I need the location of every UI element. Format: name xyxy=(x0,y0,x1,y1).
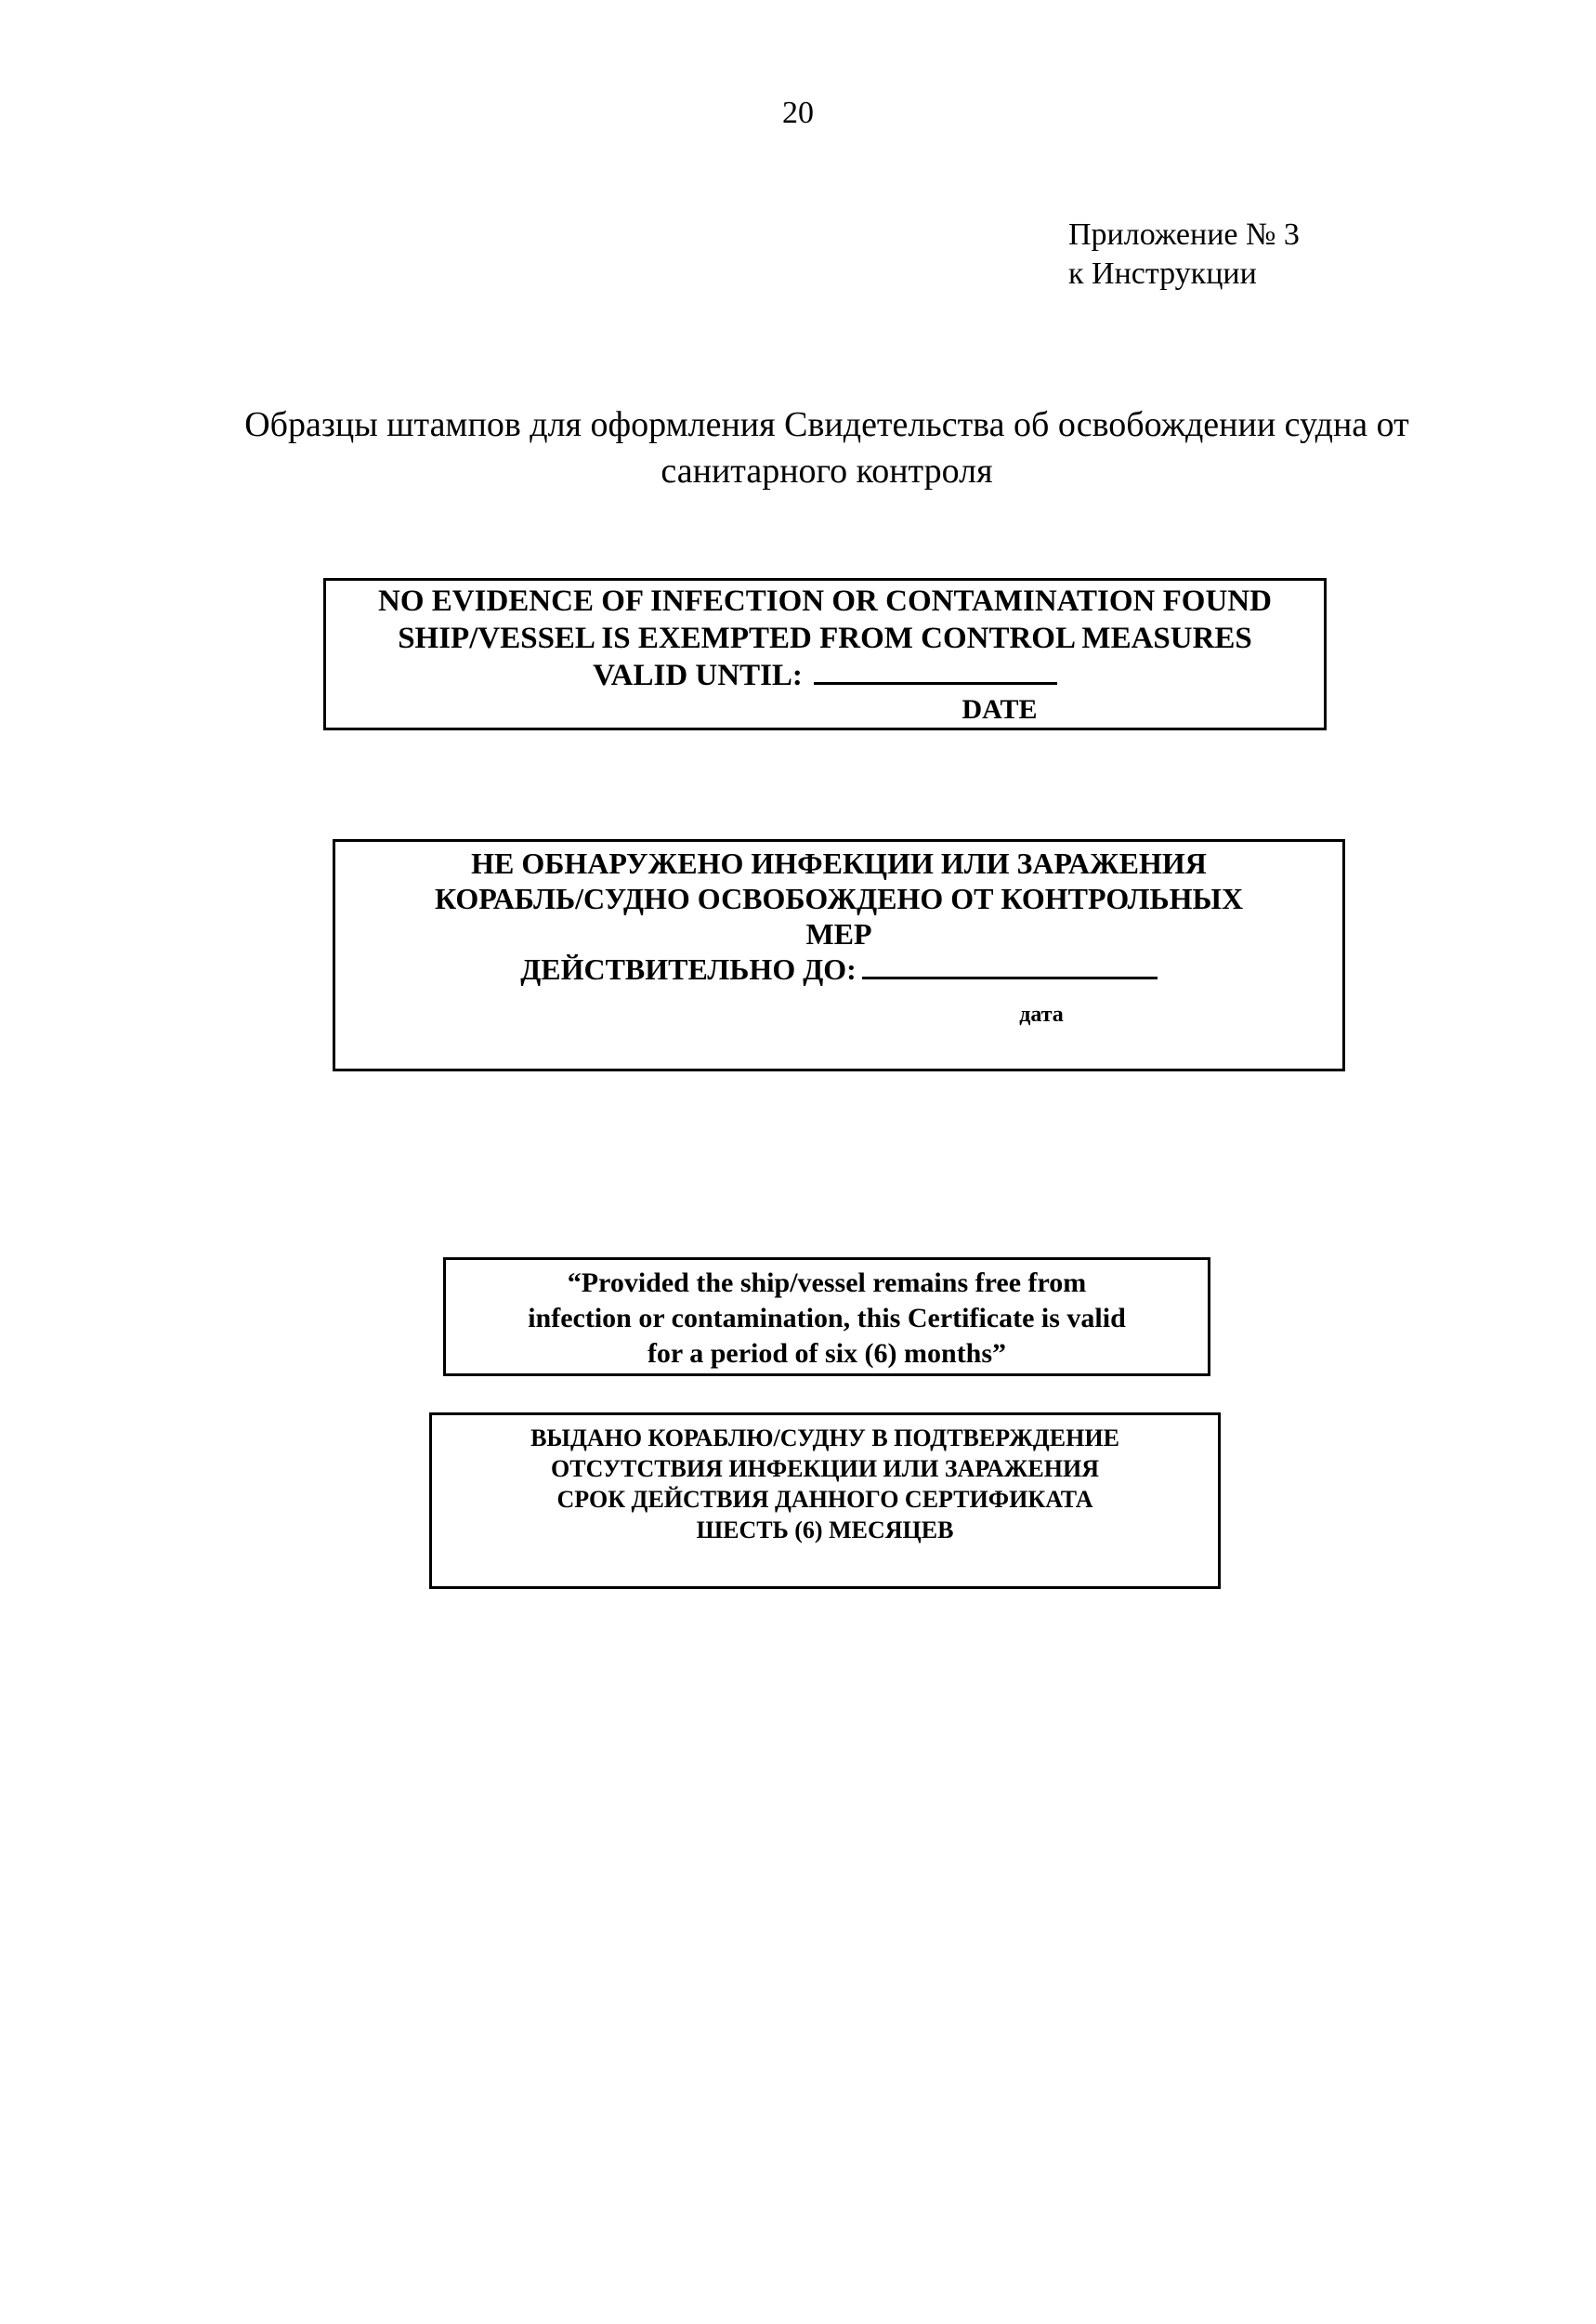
stamp-validity-line-2: infection or contamination, this Certificate is valid xyxy=(528,1303,1126,1333)
stamp-issued-statement xyxy=(429,1412,1221,1589)
title-line-2: санитарного контроля xyxy=(661,452,993,491)
stamp-ru-valid-label: ДЕЙСТВИТЕЛЬНО ДО: xyxy=(520,952,857,986)
page-number: 20 xyxy=(782,96,814,130)
appendix-line-1: Приложение № 3 xyxy=(1068,217,1300,252)
stamp-ru-line-2: КОРАБЛЬ/СУДНО ОСВОБОЖДЕНО ОТ КОНТРОЛЬНЫХ xyxy=(434,882,1244,915)
stamp-issued-line-4: ШЕСТЬ (6) МЕСЯЦЕВ xyxy=(696,1517,954,1543)
stamp-issued-line-3: СРОК ДЕЙСТВИЯ ДАННОГО СЕРТИФИКАТА xyxy=(556,1486,1093,1513)
stamp-ru-date-blank xyxy=(862,952,1158,979)
stamp-ru-valid-row xyxy=(335,952,1342,987)
stamp-ru-line-1: НЕ ОБНАРУЖЕНО ИНФЕКЦИИ ИЛИ ЗАРАЖЕНИЯ xyxy=(471,847,1207,880)
stamp-ru-date-caption: дата xyxy=(1019,1003,1064,1027)
appendix-reference xyxy=(1068,216,1300,294)
stamp-russian-exemption xyxy=(333,839,1345,1071)
stamp-en-valid-row xyxy=(326,657,1324,694)
stamp-validity-statement xyxy=(443,1257,1210,1376)
stamp-en-line-1: NO EVIDENCE OF INFECTION OR CONTAMINATION FOUND xyxy=(378,584,1272,618)
stamp-issued-line-2: ОТСУТСТВИЯ ИНФЕКЦИИ ИЛИ ЗАРАЖЕНИЯ xyxy=(551,1455,1099,1482)
stamp-ru-line-3: МЕР xyxy=(805,917,872,951)
stamp-validity-line-1: “Provided the ship/vessel remains free from xyxy=(567,1267,1087,1298)
stamp-en-date-blank xyxy=(814,658,1057,685)
document-title xyxy=(139,401,1514,494)
stamp-issued-line-1: ВЫДАНО КОРАБЛЮ/СУДНУ В ПОДТВЕРЖДЕНИЕ xyxy=(530,1425,1119,1451)
appendix-line-2: к Инструкции xyxy=(1068,256,1257,291)
stamp-english-exemption xyxy=(323,578,1327,730)
stamp-en-date-caption: DATE xyxy=(962,694,1038,725)
stamp-validity-line-3: for a period of six (6) months” xyxy=(647,1338,1007,1369)
title-line-1: Образцы штампов для оформления Свидетельства об освобождении судна от xyxy=(244,405,1409,444)
stamp-en-valid-label: VALID UNTIL: xyxy=(593,659,803,692)
stamp-en-line-2: SHIP/VESSEL IS EXEMPTED FROM CONTROL MEASURES xyxy=(398,622,1252,655)
